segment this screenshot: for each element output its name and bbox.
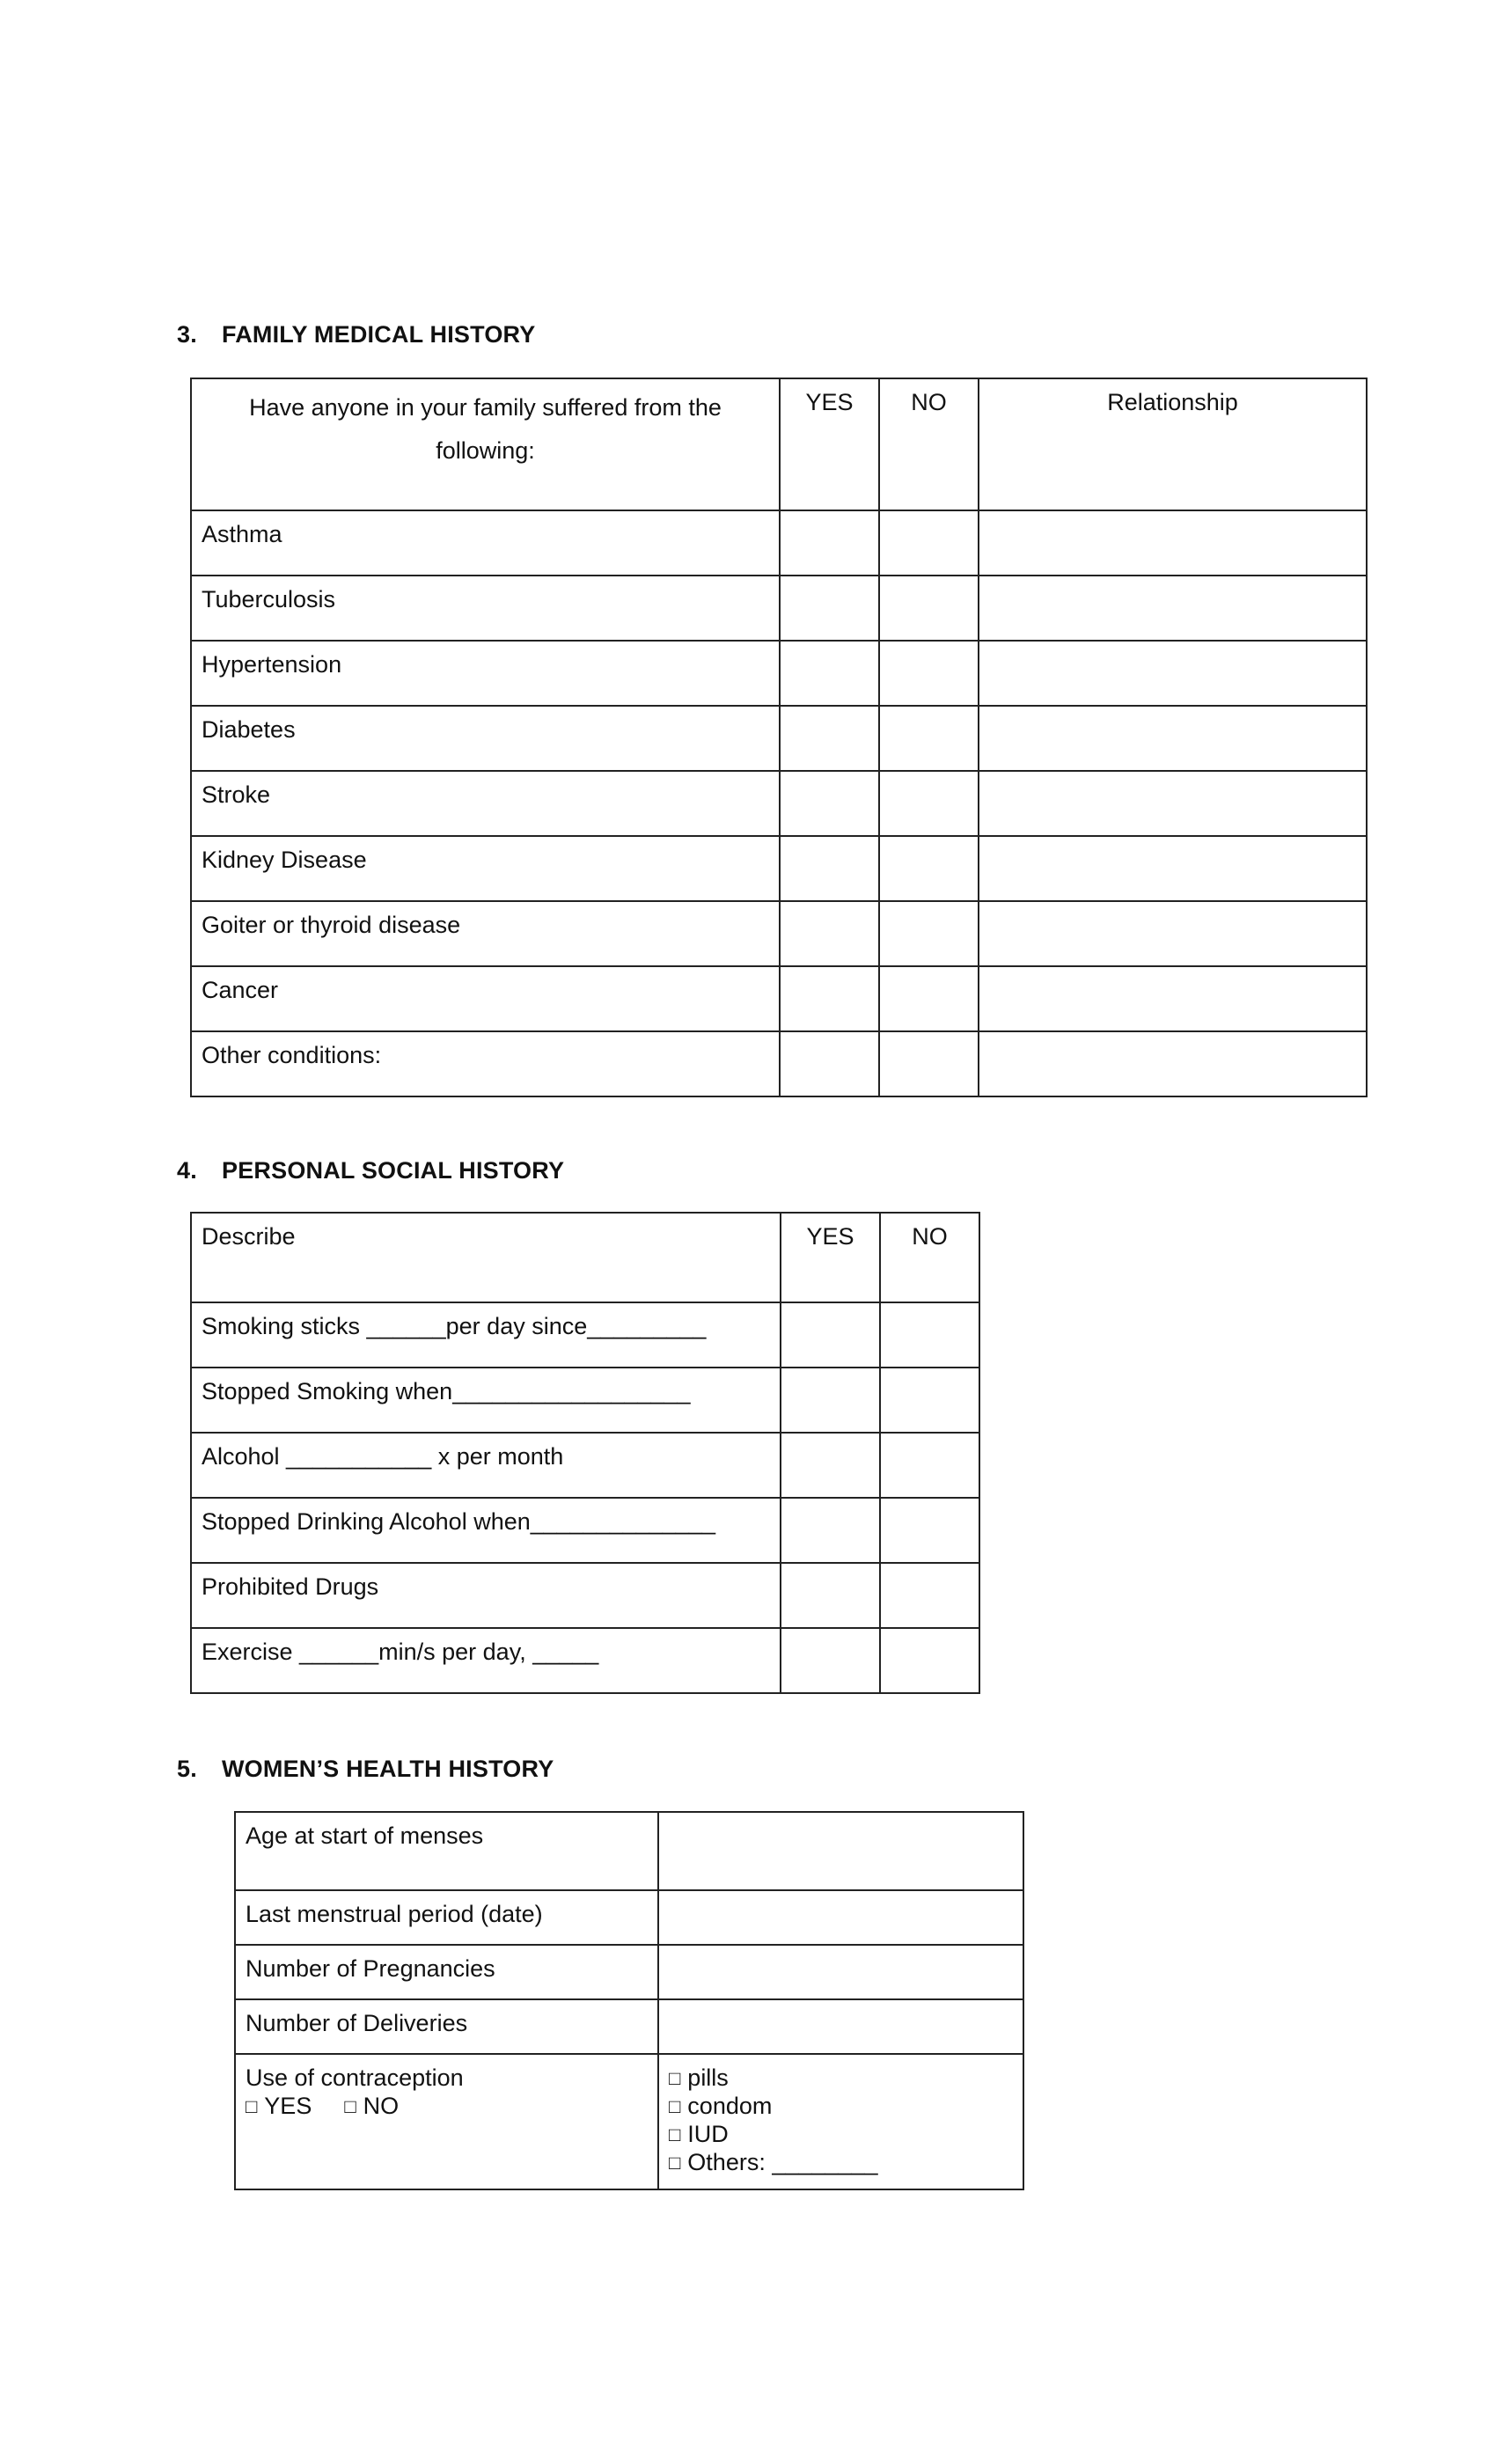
no-header: NO — [879, 378, 979, 510]
table-row — [191, 1031, 1367, 1096]
checkbox-yes[interactable]: □ — [246, 2095, 258, 2117]
table-row — [235, 1890, 1023, 1945]
condition-label: Kidney Disease — [191, 836, 780, 901]
no-cell[interactable] — [880, 1628, 979, 1693]
table-row — [235, 1812, 1023, 1890]
no-cell[interactable] — [879, 901, 979, 966]
section-number: 3. — [177, 321, 197, 348]
method-label: condom — [687, 2093, 773, 2119]
table-row — [191, 1628, 979, 1693]
section-number: 4. — [177, 1157, 197, 1184]
describe-header: Describe — [191, 1213, 781, 1302]
table-row — [191, 1433, 979, 1498]
yes-cell[interactable] — [781, 1628, 880, 1693]
yes-cell[interactable] — [781, 1302, 880, 1368]
section-title-social-history — [177, 1157, 564, 1184]
yes-cell[interactable] — [781, 1563, 880, 1628]
answer-cell[interactable] — [658, 1812, 1023, 1890]
checkbox-pills[interactable]: □ — [669, 2067, 681, 2089]
yes-cell[interactable] — [780, 510, 879, 576]
no-cell[interactable] — [879, 836, 979, 901]
table-row — [191, 641, 1367, 706]
no-cell[interactable] — [879, 576, 979, 641]
table-row — [191, 836, 1367, 901]
section-title-family-history — [177, 321, 535, 348]
yes-cell[interactable] — [780, 836, 879, 901]
table-row — [191, 1498, 979, 1563]
checkbox-others[interactable]: □ — [669, 2152, 681, 2174]
relationship-cell[interactable] — [979, 510, 1367, 576]
relationship-cell[interactable] — [979, 836, 1367, 901]
condition-label: Stroke — [191, 771, 780, 836]
method-option — [669, 2092, 1023, 2120]
table-row — [191, 510, 1367, 576]
contraception-cell — [235, 2054, 658, 2189]
yes-cell[interactable] — [781, 1498, 880, 1563]
no-cell[interactable] — [879, 966, 979, 1031]
womens-health-label: Last menstrual period (date) — [235, 1890, 658, 1945]
method-option — [669, 2120, 1023, 2148]
contraception-yes-no — [246, 2092, 657, 2120]
no-cell[interactable] — [879, 641, 979, 706]
relationship-cell[interactable] — [979, 641, 1367, 706]
social-item-label: Smoking sticks ______per day since_________ — [191, 1302, 781, 1368]
contraception-label: Use of contraception — [246, 2064, 464, 2091]
social-item-label: Exercise ______min/s per day, _____ — [191, 1628, 781, 1693]
yes-option-label: YES — [264, 2093, 312, 2119]
yes-header: YES — [780, 378, 879, 510]
no-cell[interactable] — [880, 1433, 979, 1498]
section-number: 5. — [177, 1756, 197, 1782]
method-option — [669, 2064, 1023, 2092]
table-row — [191, 771, 1367, 836]
social-item-label: Prohibited Drugs — [191, 1563, 781, 1628]
answer-cell[interactable] — [658, 1999, 1023, 2054]
no-option-label: NO — [363, 2093, 400, 2119]
yes-cell[interactable] — [780, 1031, 879, 1096]
contraception-row — [235, 2054, 1023, 2189]
social-item-label: Alcohol ___________ x per month — [191, 1433, 781, 1498]
yes-cell[interactable] — [780, 576, 879, 641]
womens-health-table — [234, 1811, 1024, 2190]
family-history-table — [190, 378, 1368, 1097]
condition-label: Hypertension — [191, 641, 780, 706]
yes-cell[interactable] — [780, 641, 879, 706]
yes-header: YES — [781, 1213, 880, 1302]
no-cell[interactable] — [879, 706, 979, 771]
table-row — [235, 1945, 1023, 1999]
no-cell[interactable] — [880, 1563, 979, 1628]
method-option — [669, 2148, 1023, 2176]
method-label: pills — [687, 2064, 729, 2091]
relationship-header: Relationship — [979, 378, 1367, 510]
relationship-cell[interactable] — [979, 576, 1367, 641]
relationship-cell[interactable] — [979, 706, 1367, 771]
social-item-label: Stopped Drinking Alcohol when______________ — [191, 1498, 781, 1563]
yes-cell[interactable] — [780, 706, 879, 771]
method-label: IUD — [687, 2121, 729, 2147]
womens-health-label: Age at start of menses — [235, 1812, 658, 1890]
table-row — [191, 901, 1367, 966]
condition-label: Cancer — [191, 966, 780, 1031]
condition-label: Asthma — [191, 510, 780, 576]
table-row — [191, 706, 1367, 771]
no-cell[interactable] — [879, 771, 979, 836]
condition-label: Tuberculosis — [191, 576, 780, 641]
relationship-cell[interactable] — [979, 1031, 1367, 1096]
social-item-label: Stopped Smoking when__________________ — [191, 1368, 781, 1433]
no-header: NO — [880, 1213, 979, 1302]
answer-cell[interactable] — [658, 1890, 1023, 1945]
table-row — [191, 1368, 979, 1433]
no-cell[interactable] — [880, 1368, 979, 1433]
condition-label: Goiter or thyroid disease — [191, 901, 780, 966]
yes-cell[interactable] — [781, 1368, 880, 1433]
yes-cell[interactable] — [780, 901, 879, 966]
section-title-text: FAMILY MEDICAL HISTORY — [222, 321, 536, 348]
relationship-cell[interactable] — [979, 901, 1367, 966]
method-label: Others: ________ — [687, 2149, 878, 2175]
checkbox-iud[interactable]: □ — [669, 2123, 681, 2145]
yes-cell[interactable] — [780, 771, 879, 836]
no-cell[interactable] — [880, 1302, 979, 1368]
no-cell[interactable] — [880, 1498, 979, 1563]
womens-health-label: Number of Deliveries — [235, 1999, 658, 2054]
yes-cell[interactable] — [781, 1433, 880, 1498]
relationship-cell[interactable] — [979, 966, 1367, 1031]
checkbox-condom[interactable]: □ — [669, 2095, 681, 2117]
table-row — [191, 1302, 979, 1368]
condition-label: Other conditions: — [191, 1031, 780, 1096]
no-cell[interactable] — [879, 1031, 979, 1096]
checkbox-no[interactable]: □ — [344, 2095, 356, 2117]
condition-label: Diabetes — [191, 706, 780, 771]
table-header-row — [191, 1213, 979, 1302]
section-title-womens-health — [177, 1756, 554, 1783]
womens-health-label: Number of Pregnancies — [235, 1945, 658, 1999]
answer-cell[interactable] — [658, 1945, 1023, 1999]
yes-cell[interactable] — [780, 966, 879, 1031]
table-header-row — [191, 378, 1367, 510]
section-title-text: WOMEN’S HEALTH HISTORY — [222, 1756, 554, 1782]
table-row — [235, 1999, 1023, 2054]
question-header: Have anyone in your family suffered from the following: — [191, 378, 780, 510]
relationship-cell[interactable] — [979, 771, 1367, 836]
table-row — [191, 966, 1367, 1031]
table-row — [191, 1563, 979, 1628]
table-row — [191, 576, 1367, 641]
social-history-table — [190, 1212, 980, 1694]
section-title-text: PERSONAL SOCIAL HISTORY — [222, 1157, 565, 1184]
contraception-methods-cell — [658, 2054, 1023, 2189]
no-cell[interactable] — [879, 510, 979, 576]
